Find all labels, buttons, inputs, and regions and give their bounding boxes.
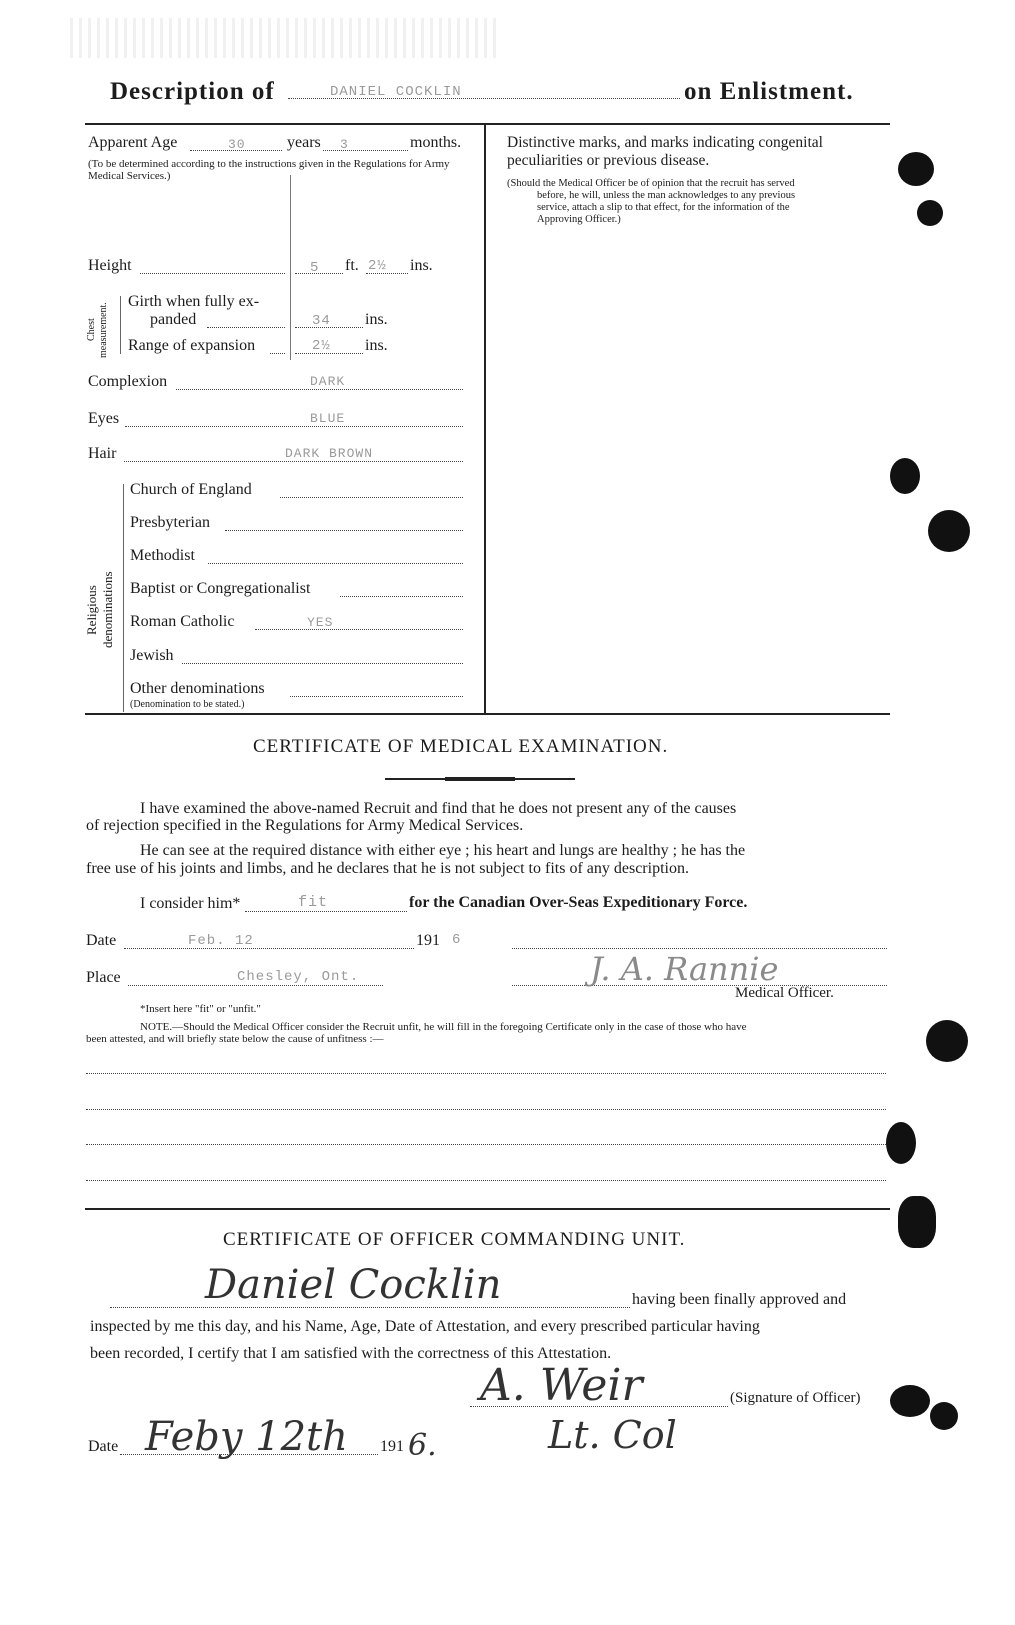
punch-hole bbox=[926, 1020, 968, 1062]
religion-note: (Denomination to be stated.) bbox=[130, 699, 245, 710]
religion-church-of-england: Church of England bbox=[130, 481, 252, 498]
consider-suffix: for the Canadian Over-Seas Expeditionary Force. bbox=[409, 894, 748, 911]
punch-hole bbox=[898, 1196, 936, 1248]
value-column-line bbox=[290, 175, 291, 360]
range-value: 2½ bbox=[312, 338, 331, 354]
recruit-signature: Daniel Cocklin bbox=[205, 1262, 502, 1308]
marks-note-3: service, attach a slip to that effect, for the information of the bbox=[537, 202, 790, 213]
height-ft-unit: ft. bbox=[345, 257, 359, 274]
date-year-suffix: 6 bbox=[452, 932, 462, 948]
marks-note-1: (Should the Medical Officer be of opinion that the recruit has served bbox=[507, 178, 795, 189]
religion-presbyterian: Presbyterian bbox=[130, 514, 210, 531]
religion-other: Other denominations bbox=[130, 680, 265, 697]
religion-methodist: Methodist bbox=[130, 547, 195, 564]
section-rule bbox=[85, 713, 890, 715]
complexion-label: Complexion bbox=[88, 373, 168, 390]
age-years-unit: years bbox=[287, 134, 321, 151]
date-label: Date bbox=[86, 932, 117, 949]
header-rule bbox=[85, 123, 890, 125]
place-label: Place bbox=[86, 969, 121, 986]
punch-hole bbox=[886, 1122, 916, 1164]
recruit-name: DANIEL COCKLIN bbox=[330, 84, 462, 100]
range-unit: ins. bbox=[365, 337, 388, 354]
medical-officer-title: Medical Officer. bbox=[735, 985, 834, 1001]
religion-brace bbox=[123, 484, 124, 712]
eyes-label: Eyes bbox=[88, 410, 120, 427]
consider-value: fit bbox=[298, 894, 329, 911]
girth-unit: ins. bbox=[365, 311, 388, 328]
place-value: Chesley, Ont. bbox=[237, 969, 360, 985]
punch-hole bbox=[890, 1385, 930, 1417]
age-label: Apparent Age bbox=[88, 134, 178, 151]
age-months: 3 bbox=[340, 137, 349, 152]
title-right: on Enlistment. bbox=[684, 78, 854, 105]
medical-para1-line2: of rejection specified in the Regulations for Army Medical Services. bbox=[86, 817, 524, 834]
commanding-date-value: Feby 12th bbox=[145, 1414, 348, 1460]
medical-officer-signature: J. A. Rannie bbox=[590, 950, 779, 988]
age-years: 30 bbox=[228, 137, 246, 152]
medical-heading-rule-bold bbox=[445, 777, 515, 781]
girth-value: 34 bbox=[312, 313, 331, 329]
title-left: Description of bbox=[110, 78, 275, 105]
range-label: Range of expansion bbox=[128, 337, 256, 354]
marks-heading-2: peculiarities or previous disease. bbox=[507, 152, 710, 169]
date-value: Feb. 12 bbox=[188, 933, 254, 949]
consider-label: I consider him* bbox=[140, 895, 241, 912]
punch-hole bbox=[898, 152, 934, 186]
faded-stamp bbox=[70, 18, 500, 58]
marks-heading-1: Distinctive marks, and marks indicating congenital bbox=[507, 134, 823, 151]
medical-note-line1: NOTE.—Should the Medical Officer consider the Recruit unfit, he will fill in the foregoing Certificate only in the case of those who have bbox=[140, 1021, 747, 1033]
medical-heading: CERTIFICATE OF MEDICAL EXAMINATION. bbox=[253, 736, 669, 757]
commanding-heading: CERTIFICATE OF OFFICER COMMANDING UNIT. bbox=[223, 1229, 686, 1250]
commanding-year-suffix: 6. bbox=[408, 1428, 437, 1463]
column-divider bbox=[484, 124, 486, 714]
date-year-prefix: 191 bbox=[416, 932, 440, 949]
religion-roman-catholic: Roman Catholic bbox=[130, 613, 235, 630]
hair-value: DARK BROWN bbox=[285, 446, 374, 461]
commanding-officer-rank: Lt. Col bbox=[548, 1413, 677, 1457]
commanding-officer-signature: A. Weir bbox=[480, 1360, 643, 1411]
commanding-line2: inspected by me this day, and his Name, Age, Date of Attestation, and every prescribed particular having bbox=[90, 1318, 760, 1335]
chest-side-label: Chest measurement. bbox=[86, 302, 109, 358]
religion-roman-catholic-value: YES bbox=[307, 615, 334, 630]
commanding-year-prefix: 191 bbox=[380, 1438, 404, 1455]
eyes-value: BLUE bbox=[310, 411, 346, 426]
height-label: Height bbox=[88, 257, 132, 274]
girth-label-2: panded bbox=[150, 311, 197, 328]
religion-jewish: Jewish bbox=[130, 647, 174, 664]
punch-hole bbox=[890, 458, 920, 494]
commanding-line1-suffix: having been finally approved and bbox=[632, 1291, 847, 1308]
marks-note-2: before, he will, unless the man acknowledges to any previous bbox=[537, 190, 796, 201]
medical-bottom-rule bbox=[85, 1208, 890, 1210]
punch-hole bbox=[930, 1402, 958, 1430]
medical-para2-line1: He can see at the required distance with either eye ; his heart and lungs are healthy ; he has the bbox=[140, 842, 746, 859]
hair-label: Hair bbox=[88, 445, 117, 462]
chest-brace bbox=[120, 296, 121, 354]
medical-para1-line1: I have examined the above-named Recruit and find that he does not present any of the causes bbox=[140, 800, 737, 817]
religion-baptist: Baptist or Congregationalist bbox=[130, 580, 311, 597]
medical-note-line2: been attested, and will briefly state below the cause of unfitness :— bbox=[86, 1033, 384, 1045]
punch-hole bbox=[928, 510, 970, 552]
complexion-value: DARK bbox=[310, 374, 346, 389]
height-in-unit: ins. bbox=[410, 257, 433, 274]
punch-hole bbox=[917, 200, 943, 226]
commanding-officer-sig-label: (Signature of Officer) bbox=[730, 1390, 861, 1406]
commanding-line3: been recorded, I certify that I am satisfied with the correctness of this Attestation. bbox=[90, 1345, 612, 1362]
medical-para2-line2: free use of his joints and limbs, and he declares that he is not subject to fits of any description. bbox=[86, 860, 689, 877]
age-note: (To be determined according to the instructions given in the Regulations for Army Medical Services.) bbox=[88, 158, 450, 182]
height-in: 2½ bbox=[368, 258, 387, 274]
marks-note-4: Approving Officer.) bbox=[537, 214, 621, 225]
insert-note: *Insert here "fit" or "unfit." bbox=[140, 1003, 261, 1015]
age-months-unit: months. bbox=[410, 134, 462, 151]
girth-label-1: Girth when fully ex- bbox=[128, 293, 260, 310]
commanding-date-label: Date bbox=[88, 1438, 119, 1455]
religion-side-label: Religious denominations bbox=[84, 571, 115, 649]
height-ft: 5 bbox=[310, 260, 320, 276]
